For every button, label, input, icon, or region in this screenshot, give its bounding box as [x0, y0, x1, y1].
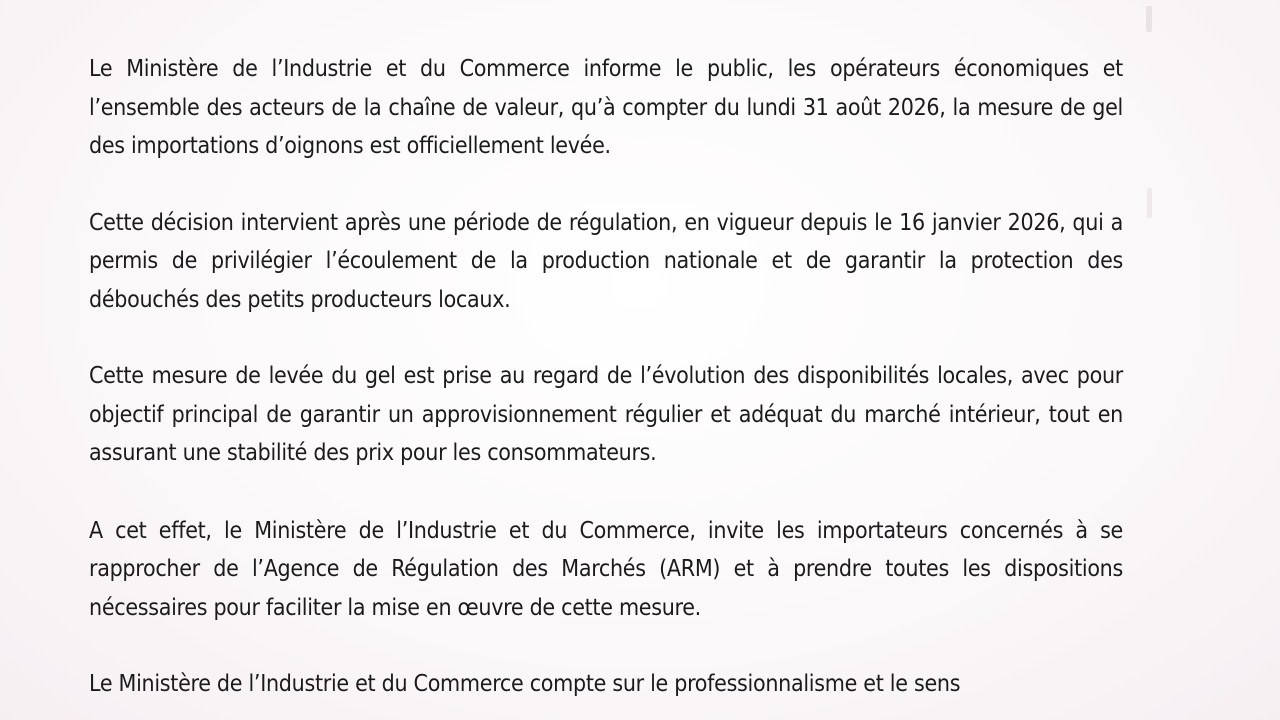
- paragraph-objective: Cette mesure de levée du gel est prise au regard de l’évolution des disponibilités locales, avec pour objectif principal de garantir un approvisionnement régulier et adéquat du marché intérieur, tout en assurant une stabilité des prix pour les consommateurs.: [89, 363, 1123, 466]
- paragraph-context: Cette décision intervient après une période de régulation, en vigueur depuis le 16 janvier 2026, qui a permis de privilégier l’écoulement de la production nationale et de garantir la protection des débouchés des petits producteurs locaux.: [89, 209, 1123, 313]
- show-through-mark: [1146, 6, 1152, 32]
- paragraph-announcement: Le Ministère de l’Industrie et du Commerce informe le public, les opérateurs économiques et l’ensemble des acteurs de la chaîne de valeur, qu’à compter du lundi 31 août 2026, la mesure de gel des importations d’oignons est officiellement levée.: [89, 56, 1123, 159]
- paragraph-invitation: A cet effet, le Ministère de l’Industrie et du Commerce, invite les importateurs concernés à se rapprocher de l’Agence de Régulation des Marchés (ARM) et à prendre toutes les dispositions nécessaires pour faciliter la mise en œuvre de cette mesure.: [89, 517, 1123, 621]
- communique-body: [89, 50, 1123, 704]
- show-through-mark: [1147, 188, 1152, 218]
- paragraph-closing: Le Ministère de l’Industrie et du Commerce compte sur le professionnalisme et le sens: [89, 671, 961, 697]
